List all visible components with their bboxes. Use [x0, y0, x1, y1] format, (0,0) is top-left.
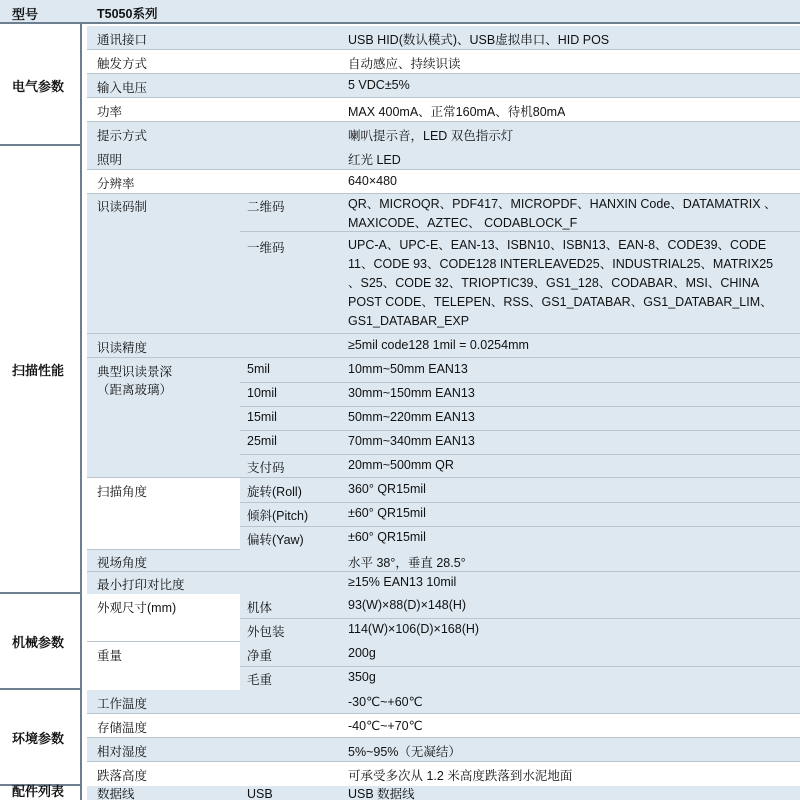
table-row [87, 146, 800, 170]
divider [240, 502, 800, 503]
row-value: QR、MICROQR、PDF417、MICROPDF、HANXIN Code、DATAMATRIX 、MAXICODE、AZTEC、 CODABLOCK_F [348, 197, 777, 230]
angle-shade [240, 478, 800, 550]
row-label-note: （距离玻璃） [97, 383, 173, 397]
row-value: 360° QR15mil [348, 482, 426, 496]
row-label: 相对湿度 [97, 745, 148, 759]
section-accessories: 配件列表 [12, 784, 65, 799]
row-value: MAX 400mA、正常160mA、待机80mA [348, 105, 566, 119]
sub-label: 5mil [247, 362, 270, 376]
divider [240, 666, 800, 667]
row-label: 典型识读景深 [97, 365, 173, 379]
row-label: 识读精度 [97, 341, 148, 355]
model-value: T5050系列 [97, 7, 158, 21]
row-value: -30℃~+60℃ [348, 695, 423, 709]
row-value: ≥5mil code128 1mil = 0.0254mm [348, 338, 529, 352]
row-value: 喇叭提示音，LED 双色指示灯 [348, 129, 514, 143]
row-value: ±60° QR15mil [348, 530, 426, 544]
table-row [87, 170, 800, 194]
row-label: 跌落高度 [97, 769, 148, 783]
row-value: 5 VDC±5% [348, 78, 410, 92]
row-label: 识读码制 [97, 200, 148, 214]
table-row [87, 714, 800, 738]
row-value: 50mm~220mm EAN13 [348, 410, 475, 424]
divider [240, 526, 800, 527]
divider [240, 406, 800, 407]
row-label: 功率 [97, 105, 123, 119]
row-label: 提示方式 [97, 129, 148, 143]
divider [240, 430, 800, 431]
row-value: ≥15% EAN13 10mil [348, 575, 457, 589]
row-label: 存储温度 [97, 721, 148, 735]
row-value: 70mm~340mm EAN13 [348, 434, 475, 448]
row-value: -40℃~+70℃ [348, 719, 423, 733]
sub-label: 10mil [247, 386, 277, 400]
sub-label: 旋转(Roll) [247, 485, 302, 499]
row-label: 外观尺寸(mm) [97, 601, 177, 615]
row-value: 30mm~150mm EAN13 [348, 386, 475, 400]
row-value: 自动感应、持续识读 [348, 57, 461, 71]
row-label: 分辨率 [97, 177, 135, 191]
sub-label: 净重 [247, 649, 273, 663]
row-label: 输入电压 [97, 81, 148, 95]
row-value: UPC-A、UPC-E、EAN-13、ISBN10、ISBN13、EAN-8、CODE39、CODE 11、CODE 93、CODE128 INTERLEAVED25、INDUSTRIAL25、MATRIX25 、S25、CODE 32、TRIOPTIC39、GS1_128、CODABAR、MSI、CHINA POST CODE、TELEPEN、RSS、GS1_DATABAR、GS1_DATABAR_LIM、GS1_DATABAR_EXP [348, 238, 774, 328]
row-value: 20mm~500mm QR [348, 458, 454, 472]
table-row [87, 786, 800, 800]
divider [240, 618, 800, 619]
row-value: 10mm~50mm EAN13 [348, 362, 468, 376]
sub-label: 25mil [247, 434, 277, 448]
divider [240, 382, 800, 383]
row-value: 114(W)×106(D)×168(H) [348, 622, 480, 636]
section-electrical: 电气参数 [0, 26, 80, 146]
section-mechanical: 机械参数 [0, 594, 80, 690]
row-label: 触发方式 [97, 57, 148, 71]
model-label: 型号 [12, 7, 39, 22]
row-label: 视场角度 [97, 556, 148, 570]
sub-label: 倾斜(Pitch) [247, 509, 309, 523]
row-value: 93(W)×88(D)×148(H) [348, 598, 467, 612]
row-label: 工作温度 [97, 697, 148, 711]
row-value: ±60° QR15mil [348, 506, 426, 520]
row-value: USB 数据线 [348, 788, 415, 800]
row-label: 重量 [97, 649, 123, 663]
sub-label: 支付码 [247, 461, 285, 475]
row-value: 红光 LED [348, 153, 401, 167]
row-value: 350g [348, 670, 376, 684]
sub-label: USB [247, 788, 273, 800]
row-value: 5%~95%（无凝结） [348, 745, 461, 759]
section-divider [80, 24, 82, 800]
row-value: 可承受多次从 1.2 米高度跌落到水泥地面 [348, 769, 573, 783]
row-label: 数据线 [97, 788, 135, 800]
row-value: 640×480 [348, 174, 398, 188]
sub-label: 机体 [247, 601, 273, 615]
section-scanning: 扫描性能 [0, 146, 80, 594]
row-value: 水平 38°，垂直 28.5° [348, 556, 466, 570]
divider [240, 454, 800, 455]
sub-label: 毛重 [247, 673, 273, 687]
row-label: 照明 [97, 153, 123, 167]
row-value: USB HID(数认模式)、USB虚拟串口、HID POS [348, 33, 610, 47]
row-label: 通讯接口 [97, 33, 148, 47]
sub-label: 二维码 [247, 200, 285, 214]
sub-label: 一维码 [247, 241, 285, 255]
sub-label: 外包装 [247, 625, 285, 639]
row-label: 最小打印对比度 [97, 578, 185, 592]
sub-label: 15mil [247, 410, 277, 424]
section-environment: 环境参数 [0, 690, 80, 786]
row-label: 扫描角度 [97, 485, 148, 499]
row-value: 200g [348, 646, 376, 660]
table-row [87, 690, 800, 714]
sub-label: 偏转(Yaw) [247, 533, 304, 547]
table-row [87, 74, 800, 98]
